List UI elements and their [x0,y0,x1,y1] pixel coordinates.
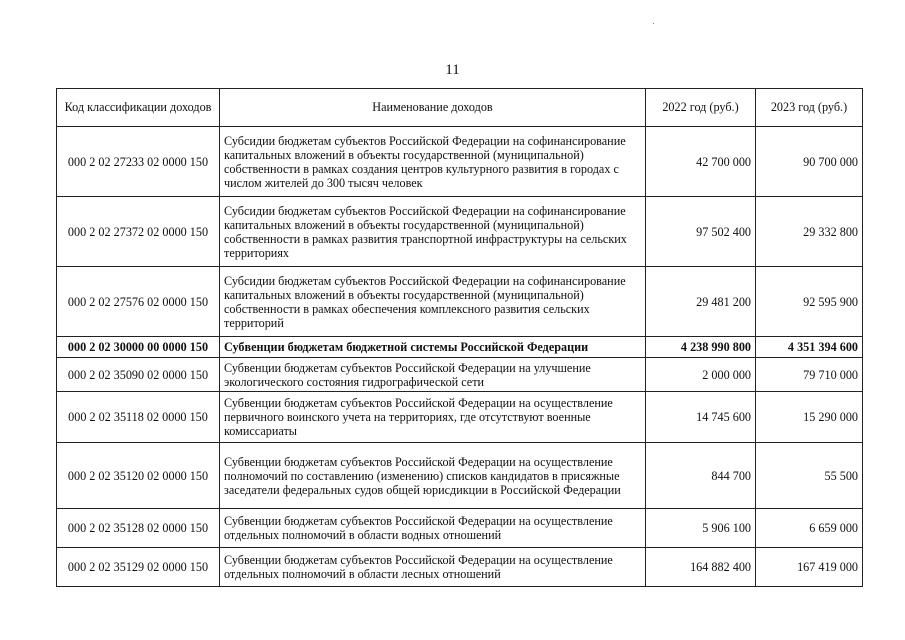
table-row [57,392,863,443]
table-row [57,267,863,337]
row-amount-2023: 79 710 000 [756,358,863,392]
table-row [57,127,863,197]
row-name: Субвенции бюджетам субъектов Российской Федерации на осуществление отдельных полномочий в области водных отношений [220,509,646,548]
row-code: 000 2 02 30000 00 0000 150 [57,337,220,358]
row-amount-2023: 15 290 000 [756,392,863,443]
row-name: Субсидии бюджетам субъектов Российской Федерации на софинансирование капитальных вложений в объекты государственной (муниципальной) собственности в рамках обеспечения комплексного развития сельских территорий [220,267,646,337]
table-header-row [57,89,863,127]
row-name: Субвенции бюджетам субъектов Российской Федерации на осуществление первичного воинского учета на территориях, где отсутствуют военные комиссариаты [220,392,646,443]
row-amount-2023: 6 659 000 [756,509,863,548]
row-amount-2023: 90 700 000 [756,127,863,197]
row-amount-2022: 844 700 [646,443,756,509]
table-row [57,548,863,587]
row-code: 000 2 02 27372 02 0000 150 [57,197,220,267]
row-amount-2022: 42 700 000 [646,127,756,197]
table-row [57,443,863,509]
row-name: Субвенции бюджетам бюджетной системы Российской Федерации [220,337,646,358]
row-amount-2023: 4 351 394 600 [756,337,863,358]
row-amount-2023: 55 500 [756,443,863,509]
row-code: 000 2 02 27233 02 0000 150 [57,127,220,197]
table-row [57,358,863,392]
row-code: 000 2 02 35120 02 0000 150 [57,443,220,509]
row-amount-2023: 29 332 800 [756,197,863,267]
scan-speck [653,23,654,24]
row-amount-2023: 92 595 900 [756,267,863,337]
header-year-2023: 2023 год (руб.) [756,89,863,127]
row-amount-2022: 2 000 000 [646,358,756,392]
row-amount-2022: 29 481 200 [646,267,756,337]
page-number: 11 [445,62,460,78]
row-amount-2022: 164 882 400 [646,548,756,587]
row-code: 000 2 02 35090 02 0000 150 [57,358,220,392]
row-amount-2023: 167 419 000 [756,548,863,587]
row-amount-2022: 5 906 100 [646,509,756,548]
row-code: 000 2 02 35128 02 0000 150 [57,509,220,548]
row-amount-2022: 14 745 600 [646,392,756,443]
row-amount-2022: 4 238 990 800 [646,337,756,358]
table-row [57,197,863,267]
header-code: Код классификации доходов [57,89,220,127]
row-code: 000 2 02 27576 02 0000 150 [57,267,220,337]
header-year-2022: 2022 год (руб.) [646,89,756,127]
row-amount-2022: 97 502 400 [646,197,756,267]
row-name: Субсидии бюджетам субъектов Российской Федерации на софинансирование капитальных вложений в объекты государственной (муниципальной) собственности в рамках развития транспортной инфраструктуры на сельских территориях [220,197,646,267]
row-name: Субвенции бюджетам субъектов Российской Федерации на улучшение экологического состояния гидрографической сети [220,358,646,392]
row-code: 000 2 02 35118 02 0000 150 [57,392,220,443]
row-name: Субсидии бюджетам субъектов Российской Федерации на софинансирование капитальных вложений в объекты государственной (муниципальной) собственности в рамках создания центров культурного развития в городах с числом жителей до 300 тысяч человек [220,127,646,197]
table-row [57,509,863,548]
table-row [57,337,863,358]
row-name: Субвенции бюджетам субъектов Российской Федерации на осуществление отдельных полномочий в области лесных отношений [220,548,646,587]
revenue-table [56,88,863,587]
row-name: Субвенции бюджетам субъектов Российской Федерации на осуществление полномочий по составлению (изменению) списков кандидатов в присяжные заседатели федеральных судов общей юрисдикции в Российской Федерации [220,443,646,509]
row-code: 000 2 02 35129 02 0000 150 [57,548,220,587]
header-name: Наименование доходов [220,89,646,127]
